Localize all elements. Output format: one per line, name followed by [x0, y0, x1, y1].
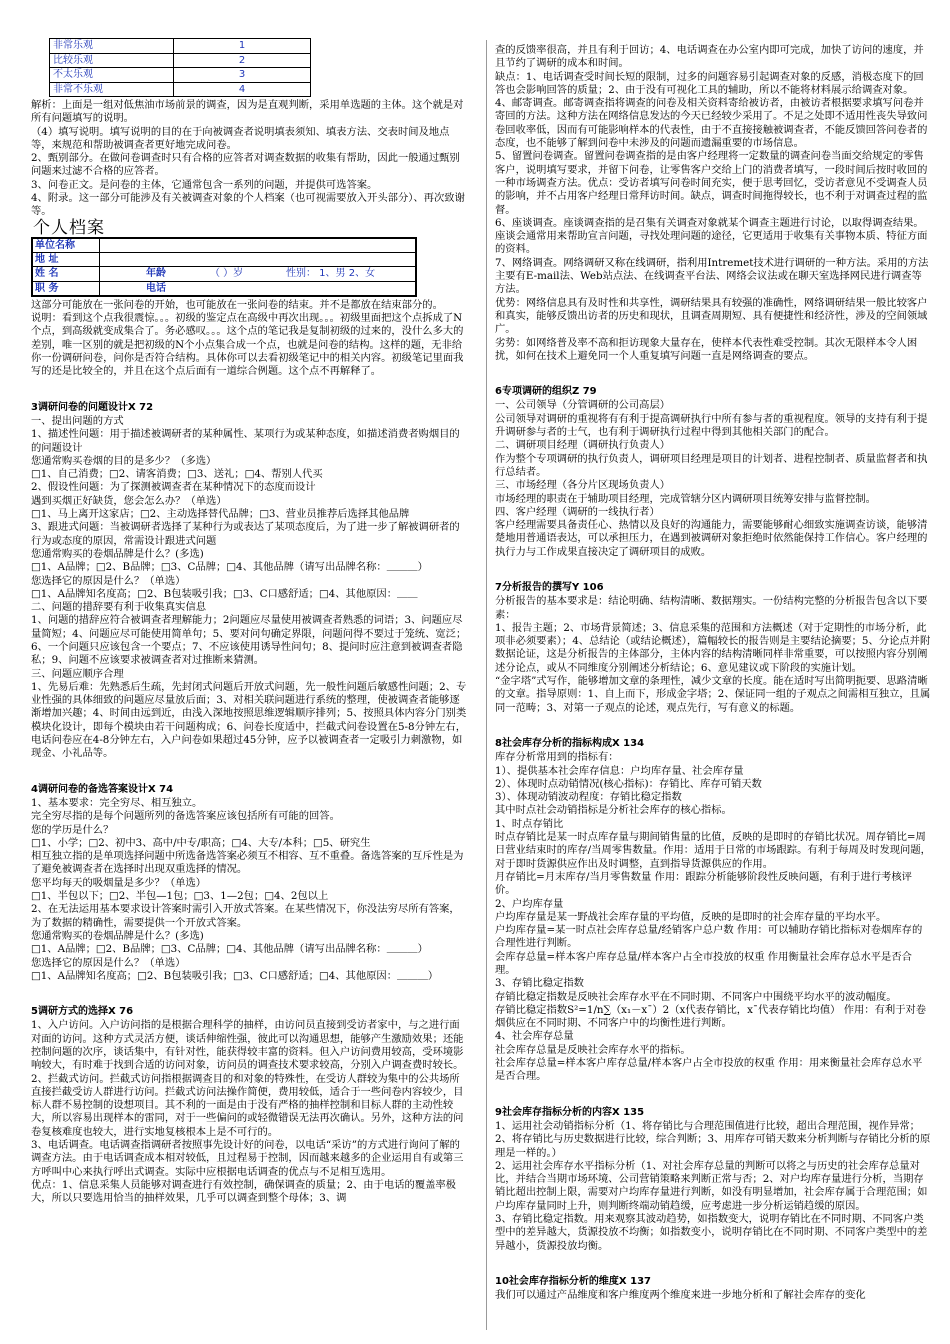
section-9 [495, 1106, 932, 1253]
paragraph: 您选择它的原因是什么？（单选） [31, 574, 186, 587]
paragraph: 7、网络调查。网络调研又称在线调研，指利用Intremet技术进行调研的一种方法。采用的方法主要有E-mail法、Web站点法、在线调查平台法、网络会议法或在聊天室选择网民进行调查等方法。 [495, 256, 929, 296]
intro-section [31, 99, 468, 219]
paragraph: 时点存销比是某一时点库存量与期间销售量的比值，反映的是即时的存销比状况。周存销比=周日营业结束时的库存/当周零售数量。作用：适用于日常的市场跟踪。有利于每周及时发现问题，对于即时货源供应作出及时调整，直到指导货源供应的作用。 [495, 831, 931, 870]
paragraph: 1）、提供基本社会库存信息：户均库存量、社会库存量 [495, 764, 744, 777]
paragraph: 存销比稳定指数S²=1/n∑（x₁－x¯）2（x代表存销比，x¯代表存销比均值） 作用：有利于对卷烟供应在不同时期、不同客户中的均衡性进行判断。 [495, 1003, 927, 1030]
paragraph: 二、问题的措辞要有利于收集真实信息 [31, 601, 207, 614]
paragraph: 您平均每天的吸烟量是多少？（单选） [31, 876, 207, 889]
paragraph: 3、问卷正文。是问卷的主体，它通常包含一系列的问题，并提供可选答案。 [31, 178, 378, 191]
paragraph: 优势：网络信息具有及时性和共享性，调研结果具有较强的准确性，网络调研结果一般比较客户和真实，能够反馈出访者的历史和现状，且调查周期短、具有便捷性和经济性，涉及的空间领域广。 [495, 296, 928, 336]
paragraph: 劣势：如网络普及率不高和拒访现象大量存在，使样本代表性难受控制。其次无限样本令人困扰，如何在技术上避免同一个人重复填写问题一直是网络调查的要点。 [495, 336, 918, 362]
archive-field: 性别： 1、男 2、女 [284, 267, 416, 281]
section-heading: 9社会库存指标分析的内容X 135 [495, 1106, 645, 1118]
section-4 [31, 783, 468, 983]
archive-label: 地 址 [32, 252, 100, 266]
paragraph: 查的反馈率很高，并且有利于回访；4、电话调查在办公室内即可完成，加快了访问的速度，并且节约了调研的成本和时间。 [495, 44, 924, 70]
paragraph: 解析：上面是一组对低焦油市场前景的调查，因为是直观判断，采用单选题的主体。这个就是对所有问题填写的说明。 [31, 99, 464, 125]
survey-methods-continued [495, 44, 932, 363]
section-10 [495, 1275, 932, 1303]
archive-label: 年龄 [144, 267, 208, 281]
section-3 [31, 401, 468, 761]
paragraph: 三、市场经理（各分片区现场负责人） [495, 479, 671, 492]
archive-title: 个人档案 [33, 217, 105, 238]
paragraph: 说明：看到这个点我很震惊。。。初级的鉴定点在高级中再次出现。。。初级里面把这个点拆成了N个点，到高级就变成集合了。务必感叹。。。这个点的笔记我是复制初级的过来的，没什么多大的差别，唯一区别的就是把初级的N个小点集合成一个点，也就是问卷的结构。这样的题，无非给你一份调研问卷，问你是否符合结构。具体你可以去看初级笔记中的相关内容。初级笔记里面我写的还是比较全的，并且在这个点后面有一道综合例题。这个点不再解释了。 [31, 312, 464, 378]
paragraph: 社会库存总量=样本客户库存总量/样本客户占全市投放的权重 作用：用来衡量社会库存总水平是否合理。 [495, 1057, 923, 1083]
paragraph: （4）填写说明。填写说明的目的在于向被调查者说明填表须知、填表方法、交表时间及地点等，来规范和帮助被调查者更好地完成问卷。 [31, 125, 450, 151]
paragraph: 1、先易后难：先熟悉后生疏，先封闭式问题后开放式问题，先一般性问题后敏感性问题；2、专业性强的具体细致的问题应尽量放后面；3、对相关联问题进行系统的整理，使被调查者能够逐渐增加兴趣；4、时间由远到近，由浅入深地按照思维逻辑顺序排列；5、按照具体内容分门别类模块化设计，即每个模块由若干问题构成；6、问卷长度适中，拦截式问卷设置在5-8分钟左右，电话问卷应在4-8分钟左右，入户问卷如果超过45分钟，应予以被调查者一定吸引力刺激物，如现金、小礼品等。 [31, 680, 467, 760]
paragraph: 社会库存总量是反映社会库存水平的指标。 [495, 1043, 691, 1056]
paragraph: 2、户均库存量 [495, 897, 564, 910]
section-heading: 6专项调研的组织Z 79 [495, 386, 597, 398]
paragraph: 3）、体现动销波动程度：存销比稳定指数 [495, 791, 682, 804]
archive-field [208, 281, 416, 296]
table-row [50, 68, 311, 83]
archive-field [100, 267, 145, 281]
archive-label: 电话 [144, 281, 208, 296]
paragraph: 2、在无法运用基本要求设计答案时需引入开放式答案。在某些情况下，你没法穷尽所有答案，为了数据的精确性，需要提供一个开放式答案。 [31, 903, 460, 929]
paragraph: 4、社会库存总量 [495, 1030, 574, 1043]
archive-label: 姓 名 [32, 267, 100, 281]
paragraph: 6、座谈调查。座谈调查指的是召集有关调查对象就某个调查主题进行讨论，以取得调查结果。座谈会通常用来帮助宣言问题，寻找处理问题的途径，它更适用于收集有关事物本质、特征方面的资料。 [495, 216, 928, 256]
paragraph: 2、假设性问题：为了探测被调查者在某种情况下的态度而设计 [31, 481, 316, 494]
section-heading: 8社会库存分析的指标构成X 134 [495, 737, 645, 749]
section-heading: 5调研方式的选择X 76 [31, 1006, 134, 1018]
paragraph: □1、自己消费；□2、请客消费；□3、送礼；□4、帮别人代买 [31, 468, 323, 481]
archive-field [100, 238, 417, 253]
paragraph: 作为整个专项调研的执行负责人，调研项目经理是项目的计划者、进程控制者、质量监督者和执行总结者。 [495, 452, 928, 478]
paragraph: 月存销比=月末库存/当月零售数量 作用：跟踪分析能够阶段性反映问题，有利于进行考核评价。 [495, 870, 912, 897]
table-row [32, 252, 416, 266]
paragraph: “金字塔”式写作，能够增加文章的条理性，减少文章的长度。能在适时写出简明扼要、思路清晰的文章。指导原则：1、自上而下，形成金字塔；2、保证同一组的子观点之间需相互独立，且属同一范畴；3、对第一子观点的论述，观点先行，写有意义的标题。 [495, 675, 931, 714]
section-heading: 10社会库存指标分析的维度X 137 [495, 1275, 651, 1287]
paragraph: 1、时点存销比 [495, 817, 564, 830]
paragraph: 您的学历是什么？ [31, 823, 114, 836]
paragraph: 您选择它的原因是什么？（单选） [31, 956, 186, 969]
archive-label: 单位名称 [32, 238, 100, 253]
paragraph: 1、入户访问。入户访问指的是根据合理科学的抽样，由访问员直接到受访者家中，与之进行面对面的访问。这种方式灵活方便，谈话伸缩性强，彼此可以沟通思想，能够产生激励效果；还能控制问题的次序，谈话集中，有针对性，能获得较丰富的资料。但入户访问费用较高，受环境影响较大，有时难于找到合适的访问对象，访问员的调查技术要求较高，分别入户调查费时较长。 [31, 1019, 464, 1072]
paragraph: 一、公司领导（分管调研的公司高层） [495, 399, 671, 412]
table-row [32, 281, 416, 296]
paragraph: 1、运用社会动销指标分析（1、将存销比与合理范围值进行比较，超出合理范围，视作异常；2、将存销比与历史数据进行比较，综合判断；3、用库存可销天数来分析判断与存销比分析的原理是一样的。） [495, 1119, 931, 1159]
table-row [50, 53, 311, 68]
paragraph: 缺点：1、电话调查受时间长短的限制，过多的问题容易引起调查对象的反感，消极态度下的回答也会影响回答的质量；2、由于没有可视化工具的辅助，所以不能将材料展示给调查对象。 [495, 70, 924, 96]
paragraph: 1、描述性问题：用于描述被调研者的某种属性、某项行为或某种态度，如描述消费者购烟目的的问题设计 [31, 428, 460, 454]
archive-label: 职 务 [32, 281, 100, 296]
paragraph: 2、拦截式访问。拦截式访问指根据调查目的和对象的特殊性，在受访人群较为集中的公共场所直接拦截受访人群进行访问。拦截式访问法操作简便，费用较低，适合于一些问卷内容较少，目标人群不易控制的设想项目。其不利的一面是由于没有严格的抽样控制和目标人群的主动性较大，所以容易出现样本的雷同，对于一些偏问的或轻微错误无法再次确认。另外，这种方法的问卷复核难度也较大，进行实地复核根本上是不可行的。 [31, 1072, 464, 1138]
optimism-options-table [49, 38, 311, 97]
paragraph: □1、A品牌；□2、B品牌；□3、C品牌；□4、其他品牌（请写出品牌名称：＿＿＿） [31, 561, 428, 574]
paragraph: □1、A品牌；□2、B品牌；□3、C品牌；□4、其他品牌（请写出品牌名称：＿＿＿） [31, 943, 428, 956]
paragraph: 户均库存量=某一时点社会库存总量/经销客户总户数 作用：可以辅助存销比指标对卷烟库存的合理性进行判断。 [495, 924, 923, 950]
paragraph: 三、问题应顺序合理 [31, 667, 124, 680]
table-row [32, 238, 416, 253]
paragraph: 完全穷尽指的是每个问题所列的备选答案应该包括所有可能的回答。 [31, 810, 340, 823]
column-divider [486, 40, 487, 1330]
section-5 [31, 1005, 468, 1205]
paragraph: 公司领导对调研的重视将有有利于提高调研执行中所有参与者的重视程度。领导的支持有利于提升调研参与者的士气，也有利于调研执行过程中得到其他相关部门的配合。 [495, 412, 928, 439]
paragraph: 3、存销比稳定指数 [495, 977, 584, 990]
option-value: 4 [174, 82, 311, 97]
paragraph: 3、电话调查。电话调查指调研者按照事先设计好的问卷，以电话“采访”的方式进行询问了解的调查方法。由于电话调查成本相对较低，且过程易于控制，因而越来越多的企业运用自有或第三方呼叫中心来执行呼出式调查。实际中应根据电话调查的优点与不足相互选用。 [31, 1139, 464, 1178]
section-7 [495, 581, 932, 715]
paragraph: 1、报告主题；2、市场背景简述；3、信息采集的范围和方法概述（对于定期性的市场分析，此项非必须要素）；4、总结论（或结论概述），篇幅较长的报告则是主要结论摘要；5、分论点并附数据论证，这是分析报告的主体部分，主体内容的结构清晰同样非常重要，可以按照内容分别阐述分论点，或从不同维度分别阐述分析结论；6、意见建议或下阶段的实施计划。 [495, 621, 931, 674]
table-row [50, 39, 311, 54]
option-value: 1 [174, 39, 311, 54]
right-column [495, 44, 932, 1303]
paragraph: 二、调研项目经理（调研执行负责人） [495, 439, 671, 452]
paragraph: 我们可以通过产品维度和客户维度两个维度来进一步地分析和了解社会库存的变化 [495, 1289, 866, 1302]
paragraph: 您通常购买的卷烟品牌是什么？(多选) [31, 547, 204, 560]
paragraph: 这部分可能放在一张问卷的开始，也可能放在一张问卷的结束。并不是都放在结束部分的。 [31, 298, 443, 311]
section-heading: 3调研问卷的问题设计X 72 [31, 401, 154, 413]
table-row [50, 82, 311, 97]
left-column [31, 38, 468, 1206]
paragraph: □1、A品牌知名度高；□2、B包装吸引我；□3、C口感舒适；□4、其他原因：＿＿＿） [31, 969, 439, 982]
paragraph: 您通常购买的卷烟品牌是什么？(多选) [31, 929, 204, 942]
paragraph: 2、甄别部分。在做问卷调查时只有合格的应答者对调查数据的收集有帮助，因此一般通过甄别问题来过滤不合格的应答者。 [31, 152, 460, 178]
archive-field: （ ）岁 [208, 267, 284, 281]
section-heading: 4调研问卷的备选答案设计X 74 [31, 783, 174, 795]
archive-field [100, 252, 417, 266]
table-row [32, 267, 416, 281]
paragraph: 市场经理的职责在于辅助项目经理，完成管辖分区内调研项目统筹安排与监督控制。 [495, 492, 876, 505]
paragraph: 1、基本要求：完全穷尽、相互独立。 [31, 796, 203, 809]
paragraph: 优点：1、信息采集人员能够对调查进行有效控制，确保调查的质量；2、由于电话的覆盖率极大，所以只要选用恰当的抽样效果，几乎可以调查到整个母体；3、调 [31, 1178, 456, 1205]
paragraph: 客户经理需要具备责任心、热情以及良好的沟通能力，需要能够耐心细致实施调查访谈，能够清楚地用普通语表达，可以承担压力，在遇到被调研对象拒绝时依然能保持工作信心。客户经理的执行力与工作成果直接决定了调研项目的成败。 [495, 519, 928, 558]
paragraph: 1、问题的措辞应符合被调查者理解能力；2问题应尽量使用被调查者熟悉的词语；3、问题应尽量简短；4、问题应尽可能使用简单句；5、要对问句确定界限，问题问得不要过于笼统、宽泛；6、一个问题只应该包含一个要点；7、不应该使用诱导性问句；8、提问时应注意到被调查者隐私；9、问题不应该要求被调查者对过推断来猜测。 [31, 614, 467, 667]
option-value: 2 [174, 53, 311, 68]
paragraph: □1、小学；□2、初中3、高中/中专/职高；□4、大专/本科；□5、研究生 [31, 836, 371, 849]
option-label: 比较乐观 [50, 53, 174, 68]
option-label: 非常不乐观 [50, 82, 174, 97]
paragraph: 2、运用社会库存水平指标分析（1、对社会库存总量的判断可以将之与历史的社会库存总量对比，并结合当期市场环境、公司营销策略来判断正常与否；2、对户均库存量进行分析，当期存销比超出控制上限，需要对户均库存量进行判断，如没有明显增加，社会库存属于合理范围；如户均库存量同时上升，则判断终端动销趋缓，应考虑进一步分析运销趋缓的原因。 [495, 1159, 928, 1212]
option-label: 不太乐观 [50, 68, 174, 83]
paragraph: 库存分析常用到的指标有： [495, 751, 619, 764]
paragraph: 4、邮寄调查。邮寄调查指将调查的问卷及相关资料寄给被访者，由被访者根据要求填写问卷并寄回的方法。这种方法在网络信息发达的今天已经较少采用了。不足之处即不适用性丧失导致问卷回收率低，因而有可能影响样本的代表性，由于不直接接触被调查者，不能反馈回答问卷者的态度，也不能够了解到问卷中未涉及的问题而遗漏重要的市场信息。 [495, 97, 928, 150]
paragraph: 遇到买烟正好缺货，您会怎么办？（单选） [31, 494, 227, 507]
paragraph: 其中时点社会动销指标是分析社会库存的核心指标。 [495, 804, 732, 817]
section-heading: 7分析报告的撰写Y 106 [495, 581, 604, 593]
paragraph: □1、半包以下；□2、半包—1包；□3、1—2包；□4、2包以上 [31, 890, 329, 903]
paragraph: □1、马上离开这家店；□2、主动选择替代品牌；□3、营业员推荐后选择其他品牌 [31, 508, 410, 521]
paragraph: 分析报告的基本要求是：结论明确、结构清晰、数据翔实。一份结构完整的分析报告包含以下要素： [495, 595, 928, 621]
option-value: 3 [174, 68, 311, 83]
paragraph: 四、客户经理（调研的一线执行者） [495, 505, 660, 518]
paragraph: 存销比稳定指数是反映社会库存水平在不同时期、不同客户中围绕平均水平的波动幅度。 [495, 990, 897, 1003]
personal-archive-table [31, 237, 417, 297]
paragraph: 4、附录。这一部分可能涉及有关被调查对象的个人档案（也可视需要放入开头部分）、再次致谢等。 [31, 192, 465, 218]
paragraph: 2）、体现时点动销情况(核心指标)：存销比、库存可销天数 [495, 777, 762, 790]
paragraph: 5、留置问卷调查。留置问卷调查指的是由客户经理将一定数量的调查问卷当面交给规定的零售客户，说明填写要求，并留下问卷，让零售客户交给上门的消费者填写，一段时间后按时收回的一种市场调查方法。优点：受访者填写问卷时间充实，便于思考回忆，受访者意见不受调查人员的影响，并不占用客户经理日常拜访时间。缺点，调查时间拖得较长，也不利于对调查过程的监督。 [495, 150, 928, 216]
section-6 [495, 385, 932, 559]
paragraph: 相互独立指的是单项选择问题中所选备选答案必须互不相容、互不重叠。备选答案的互斥性是为了避免被调查者在选择时出现双重选择的情况。 [31, 850, 464, 876]
archive-field [100, 281, 145, 296]
paragraph: 会库存总量=样本客户库存总量/样本客户占全市投放的权重 作用衡量社会库存总水平是否合理。 [495, 950, 912, 976]
option-label: 非常乐观 [50, 39, 174, 54]
paragraph: 一、提出问题的方式 [31, 414, 124, 427]
paragraph: 3、存销比稳定指数。用来观察其波动趋势，如指数变大，说明存销比在不同时期、不同客户类型中的差异越大，货源投放不均衡；如指数变小，说明存销比在不同时期、不同客户类型中的差异越小，货源投放均衡。 [495, 1213, 928, 1252]
paragraph: 户均库存量是某一野战社会库存量的平均值，反映的是即时的社会库存量的平均水平。 [495, 910, 887, 923]
paragraph: □1、A品牌知名度高；□2、B包装吸引我；□3、C口感舒适；□4、其他原因：＿＿ [31, 587, 418, 600]
paragraph: 您通常购买卷烟的目的是多少？（多选） [31, 454, 217, 467]
section-8 [495, 737, 932, 1084]
paragraph: 3、跟进式问题：当被调研者选择了某种行为或表达了某项态度后，为了进一步了解被调研者的行为或态度的原因，常需设计跟进式问题 [31, 521, 460, 547]
